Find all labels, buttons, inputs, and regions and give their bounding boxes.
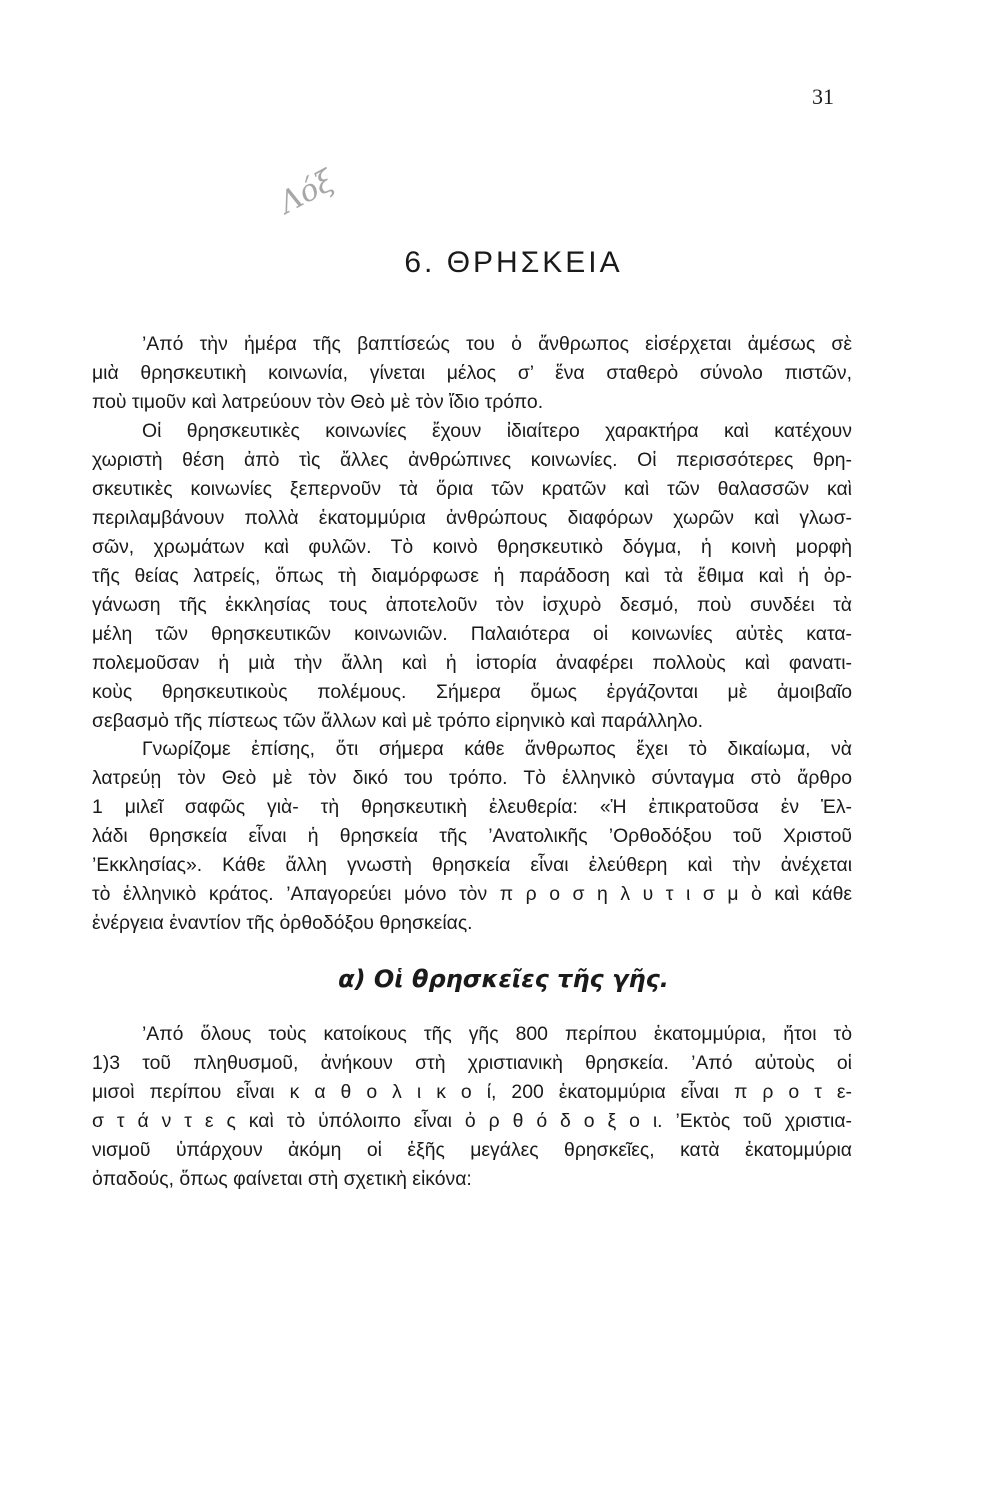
text-line: σῶν, χρωμάτων καὶ φυλῶν. Τὸ κοινὸ θρησκευτικὸ δόγμα, ἡ κοινὴ μορφὴ [92,536,852,558]
text-line: ποὺ τιμοῦν καὶ λατρεύουν τὸν Θεὸ μὲ τὸν ἴδιο τρόπο. [92,391,544,413]
section-title: α) Οἱ θρησκεῖες τῆς γῆς. [338,965,669,993]
text-line: ’Από ὅλους τοὺς κατοίκους τῆς γῆς 800 περίπου ἑκατομμύρια, ἤτοι τὸ [142,1023,852,1045]
text-line: ἐνέργεια ἐναντίον τῆς ὀρθοδόξου θρησκείας. [92,912,473,934]
paragraph-3 [92,1020,852,1194]
text-line: μέλη τῶν θρησκευτικῶν κοινωνιῶν. Παλαιότερα οἱ κοινωνίες αὐτὲς κατα- [92,623,852,645]
text-line: Οἱ θρησκευτικὲς κοινωνίες ἔχουν ἰδιαίτερο χαρακτήρα καὶ κατέχουν [142,420,852,442]
text-line: λάδι θρησκεία εἶναι ἡ θρησκεία τῆς ’Ανατολικῆς ’Ορθοδόξου τοῦ Χριστοῦ [92,825,852,847]
text-line: σκευτικὲς κοινωνίες ξεπερνοῦν τὰ ὅρια τῶν κρατῶν καὶ τῶν θαλασσῶν καὶ [92,478,852,500]
chapter-title: 6. ΘΡΗΣΚΕΙΑ [404,246,623,279]
text-line: Γνωρίζομε ἐπίσης, ὅτι σήμερα κάθε ἄνθρωπος ἔχει τὸ δικαίωμα, νὰ [142,738,852,760]
text-line: ὀπαδούς, ὅπως φαίνεται στὴ σχετικὴ εἰκόνα: [92,1168,472,1190]
page-number: 31 [812,84,834,109]
text-line: κοὺς θρησκευτικοὺς πολέμους. Σήμερα ὅμως ἐργάζονται μὲ ἀμοιβαῖο [92,681,852,703]
text-line: χωριστὴ θέση ἀπὸ τὶς ἄλλες ἀνθρώπινες κοινωνίες. Οἱ περισσότερες θρη- [92,449,852,471]
text-line: σεβασμὸ τῆς πίστεως τῶν ἄλλων καὶ μὲ τρόπο εἰρηνικὸ καὶ παράλληλο. [92,710,704,732]
text-line: μιὰ θρησκευτικὴ κοινωνία, γίνεται μέλος σ’ ἕνα σταθερὸ σύνολο πιστῶν, [92,362,852,384]
pencil-annotation: Λόξ [273,163,340,221]
text-line: τὸ ἑλληνικὸ κράτος. ’Απαγορεύει μόνο τὸν π ρ ο σ η λ υ τ ι σ μ ὸ καὶ κάθε [92,883,852,905]
text-line: τῆς θείας λατρείς, ὅπως τὴ διαμόρφωσε ἡ παράδοση καὶ τὰ ἔθιμα καὶ ἡ ὀρ- [92,565,852,587]
text-line: 1)3 τοῦ πληθυσμοῦ, ἀνήκουν στὴ χριστιανικὴ θρησκεία. ’Από αὐτοὺς οἱ [92,1052,852,1074]
paragraph-2 [92,735,852,938]
text-line: σ τ ά ν τ ε ς καὶ τὸ ὑπόλοιπο εἶναι ὀ ρ θ ό δ ο ξ ο ι. ’Εκτὸς τοῦ χριστια- [92,1110,852,1132]
text-line: μισοὶ περίπου εἶναι κ α θ ο λ ι κ ο ί, 200 ἑκατομμύρια εἶναι π ρ ο τ ε- [92,1081,852,1103]
text-line: νισμοῦ ὑπάρχουν ἀκόμη οἱ ἑξῆς μεγάλες θρησκεῖες, κατὰ ἑκατομμύρια [92,1139,852,1161]
text-line: ’Εκκλησίας». Κάθε ἄλλη γνωστὴ θρησκεία εἶναι ἐλεύθερη καὶ τὴν ἀνέχεται [92,854,852,876]
paragraph-1 [92,330,852,736]
text-line: ’Από τὴν ἡμέρα τῆς βαπτίσεώς του ὁ ἄνθρωπος εἰσέρχεται ἀμέσως σὲ [142,333,852,355]
text-line: γάνωση τῆς ἐκκλησίας τους ἀποτελοῦν τὸν ἰσχυρὸ δεσμό, ποὺ συνδέει τὰ [92,594,852,616]
text-line: περιλαμβάνουν πολλὰ ἑκατομμύρια ἀνθρώπους διαφόρων χωρῶν καὶ γλωσ- [92,507,852,529]
text-line: 1 μιλεῖ σαφῶς γιὰ- τὴ θρησκευτικὴ ἐλευθερία: «Ἡ ἐπικρατοῦσα ἐν Ἑλ- [92,796,852,818]
text-line: λατρεύῃ τὸν Θεὸ μὲ τὸν δικό του τρόπο. Τὸ ἑλληνικὸ σύνταγμα στὸ ἄρθρο [92,767,852,789]
text-line: πολεμοῦσαν ἡ μιὰ τὴν ἄλλη καὶ ἡ ἱστορία ἀναφέρει πολλοὺς καὶ φανατι- [92,652,852,674]
